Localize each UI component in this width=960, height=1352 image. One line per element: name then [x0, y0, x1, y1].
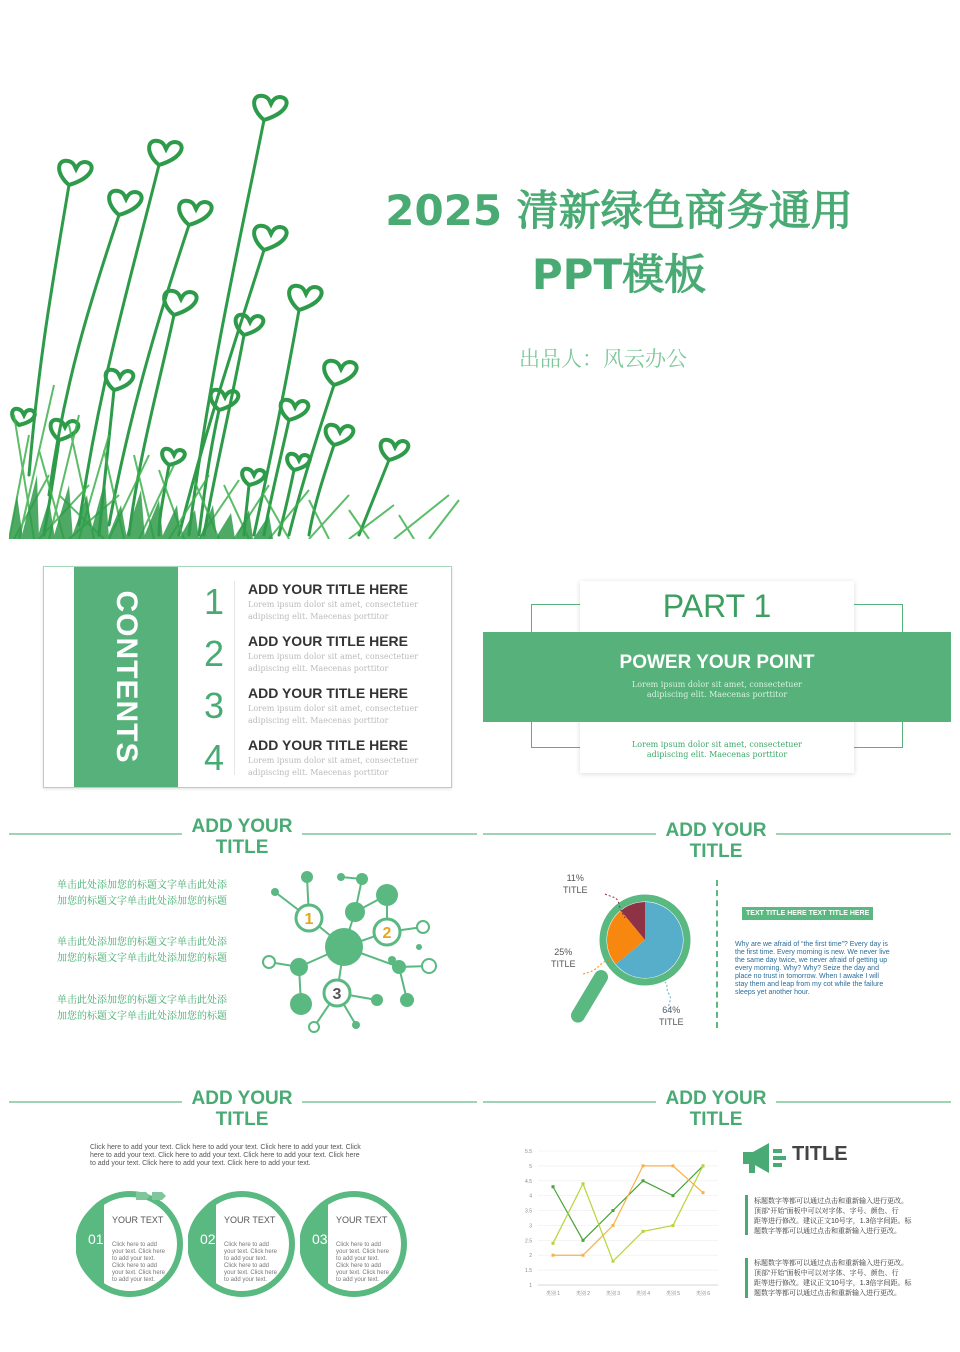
part-banner-desc: Lorem ipsum dolor sit amet, consectetuer adipiscing elit. Maecenas porttitor	[631, 680, 803, 699]
node-2-label: 2	[382, 925, 392, 942]
series-point	[672, 1164, 675, 1167]
cover-title	[349, 179, 889, 307]
contents-item-desc: Lorem ipsum dolor sit amet, consectetuer adipiscing elit. Maecenas porttitor	[248, 600, 419, 621]
y-tick-label: 4	[529, 1193, 532, 1200]
molecule-diagram	[259, 867, 439, 1042]
y-tick-label: 1	[529, 1283, 532, 1289]
contents-item-number: 1	[204, 581, 225, 622]
step-circle[interactable]	[300, 1188, 408, 1300]
x-tick-label: 类别 4	[635, 1291, 651, 1297]
network-slide	[9, 812, 477, 1047]
step-title: YOUR TEXT	[224, 1215, 276, 1225]
series-point	[612, 1260, 615, 1263]
series-point	[582, 1254, 585, 1257]
series-line-3	[553, 1166, 703, 1261]
contents-sidebar	[74, 567, 178, 787]
para-bar	[745, 1258, 748, 1298]
x-tick-label: 类别 1	[545, 1291, 561, 1297]
text-block: 单击此处添加您的标题文字单击此处添 加您的标题文字单击此处添加您的标题	[57, 937, 227, 964]
contents-item-title: ADD YOUR TITLE HERE	[248, 737, 408, 753]
part-slide	[483, 566, 951, 786]
series-point	[642, 1179, 645, 1182]
y-tick-label: 5.5	[525, 1149, 532, 1155]
pie-slide	[483, 812, 951, 1047]
contents-item-title: ADD YOUR TITLE HERE	[248, 633, 408, 649]
x-tick-label: 类别 5	[665, 1291, 681, 1297]
part-banner	[483, 632, 951, 722]
y-tick-label: 3	[529, 1223, 532, 1230]
contents-item-title: ADD YOUR TITLE HERE	[248, 581, 408, 597]
series-point	[552, 1242, 555, 1245]
text-tag: TEXT TITLE HERE TEXT TITLE HERE	[742, 907, 873, 920]
part-foot-desc: Lorem ipsum dolor sit amet, consectetuer adipiscing elit. Maecenas porttitor	[631, 740, 803, 759]
series-point	[582, 1182, 585, 1185]
contents-item[interactable]	[204, 735, 444, 787]
series-point	[672, 1194, 675, 1197]
heading-rule-left	[483, 1101, 656, 1103]
heading-rule-left	[9, 833, 182, 835]
step-number: 02	[200, 1231, 216, 1247]
megaphone-icon	[741, 1141, 789, 1175]
contents-item-title: ADD YOUR TITLE HERE	[248, 685, 408, 701]
pie-label-top: 11% TITLE	[563, 873, 588, 895]
pie-label-left: 25% TITLE	[551, 947, 576, 969]
step-body: Click here to add your text. Click here to add your text. Click here to add your text. Click here to add your text.	[336, 1242, 390, 1283]
part-label: PART 1	[662, 588, 772, 624]
y-tick-label: 2.5	[525, 1238, 532, 1245]
para-bar	[745, 1195, 748, 1235]
x-tick-label: 类别 2	[575, 1291, 591, 1297]
contents-item-number: 4	[204, 737, 225, 778]
cover-title-line2: PPT模板	[531, 250, 707, 299]
pie-label-bottom: 64% TITLE	[659, 1005, 684, 1027]
chart-paragraph-1: 标题数字等都可以通过点击和重新输入进行更改。 顶部“开始”面板中可以对字体、字号、颜色、行 距等进行修改。建议正文10号字，1.3倍字间距。标 题数字等都可以通过点击和重新输入进行更改。	[754, 1198, 912, 1235]
line-chart-slide	[483, 1085, 951, 1325]
intro-text: Click here to add your text. Click here to add your text. Click here to add your text. Click here to add your text. Click here to add your text. Click here to add your text. Click here to add your text. Click here to add your text. Click here to add your text.	[90, 1144, 361, 1167]
step-title: YOUR TEXT	[336, 1215, 388, 1225]
series-point	[702, 1191, 705, 1194]
series-point	[702, 1164, 705, 1167]
contents-item[interactable]	[204, 631, 444, 683]
heading-rule-left	[483, 833, 656, 835]
y-tick-label: 2	[529, 1253, 532, 1260]
series-point	[672, 1224, 675, 1227]
series-point	[612, 1209, 615, 1212]
series-point	[582, 1239, 585, 1242]
heading-rule-right	[776, 833, 951, 835]
slide-heading: ADD YOUR TITLE	[191, 1088, 293, 1130]
slide-heading: ADD YOUR TITLE	[665, 1088, 767, 1130]
x-tick-label: 类别 3	[605, 1291, 621, 1297]
step-body: Click here to add your text. Click here to add your text. Click here to add your text. Click here to add your text.	[112, 1242, 166, 1283]
step-circle[interactable]	[188, 1188, 296, 1300]
text-block: 单击此处添加您的标题文字单击此处添 加您的标题文字单击此处添加您的标题	[57, 880, 227, 907]
contents-slide	[43, 566, 452, 788]
cover-author: 出品人：风云办公	[519, 347, 687, 371]
contents-item-desc: Lorem ipsum dolor sit amet, consectetuer adipiscing elit. Maecenas porttitor	[248, 704, 419, 725]
y-tick-label: 4.5	[525, 1178, 532, 1185]
node-1-label: 1	[304, 911, 314, 928]
series-point	[612, 1224, 615, 1227]
x-tick-label: 类别 6	[695, 1291, 711, 1297]
contents-item-desc: Lorem ipsum dolor sit amet, consectetuer adipiscing elit. Maecenas porttitor	[248, 756, 419, 777]
series-point	[642, 1164, 645, 1167]
contents-label: CONTENTS	[110, 590, 143, 764]
cover-slide	[9, 55, 951, 539]
text-block: 单击此处添加您的标题文字单击此处添 加您的标题文字单击此处添加您的标题	[57, 995, 227, 1022]
step-number: 01	[88, 1231, 104, 1247]
pie-paragraph: Why are we afraid of “the first time”? Every day is the first time. Every morning is new. We never live the same day twice, we never afraid of getting up every morning. Why? Why? Seize the day and place no trust in tomorrow. When I awake I will stay them and leap from my cot while the failure sleeps yet another hour.	[735, 941, 890, 996]
contents-item[interactable]	[204, 683, 444, 735]
heading-rule-left	[9, 1101, 182, 1103]
contents-item[interactable]	[204, 579, 444, 631]
step-body: Click here to add your text. Click here to add your text. Click here to add your text. Click here to add your text.	[224, 1242, 278, 1283]
dashed-divider	[716, 880, 718, 1028]
pie-callout-lines	[583, 882, 693, 1022]
part-banner-title: POWER YOUR POINT	[619, 652, 815, 673]
series-point	[552, 1185, 555, 1188]
step-title: YOUR TEXT	[112, 1215, 164, 1225]
circles-slide	[9, 1085, 477, 1325]
node-3-label: 3	[332, 986, 342, 1003]
slide-heading: ADD YOUR TITLE	[665, 820, 767, 862]
contents-item-number: 2	[204, 633, 225, 674]
chart-side-title: TITLE	[792, 1143, 848, 1165]
heading-rule-right	[302, 1101, 477, 1103]
chart-paragraph-2: 标题数字等都可以通过点击和重新输入进行更改。 顶部“开始”面板中可以对字体、字号、颜色、行 距等进行修改。建议正文10号字，1.3倍字间距。标 题数字等都可以通过点击和重新输入进行更改。	[754, 1260, 912, 1297]
step-circle[interactable]	[76, 1188, 184, 1300]
slide-heading: ADD YOUR TITLE	[191, 816, 293, 858]
y-tick-label: 5	[529, 1163, 532, 1170]
cover-title-line1: 2025 清新绿色商务通用	[385, 186, 853, 235]
series-point	[642, 1230, 645, 1233]
line-chart	[518, 1143, 728, 1303]
series-line-1	[553, 1166, 703, 1240]
y-tick-label: 1.5	[525, 1268, 532, 1275]
series-point	[552, 1254, 555, 1257]
contents-item-desc: Lorem ipsum dolor sit amet, consectetuer adipiscing elit. Maecenas porttitor	[248, 652, 419, 673]
contents-item-number: 3	[204, 685, 225, 726]
heading-rule-right	[302, 833, 477, 835]
heading-rule-right	[776, 1101, 951, 1103]
y-tick-label: 3.5	[525, 1208, 532, 1215]
step-number: 03	[312, 1231, 328, 1247]
